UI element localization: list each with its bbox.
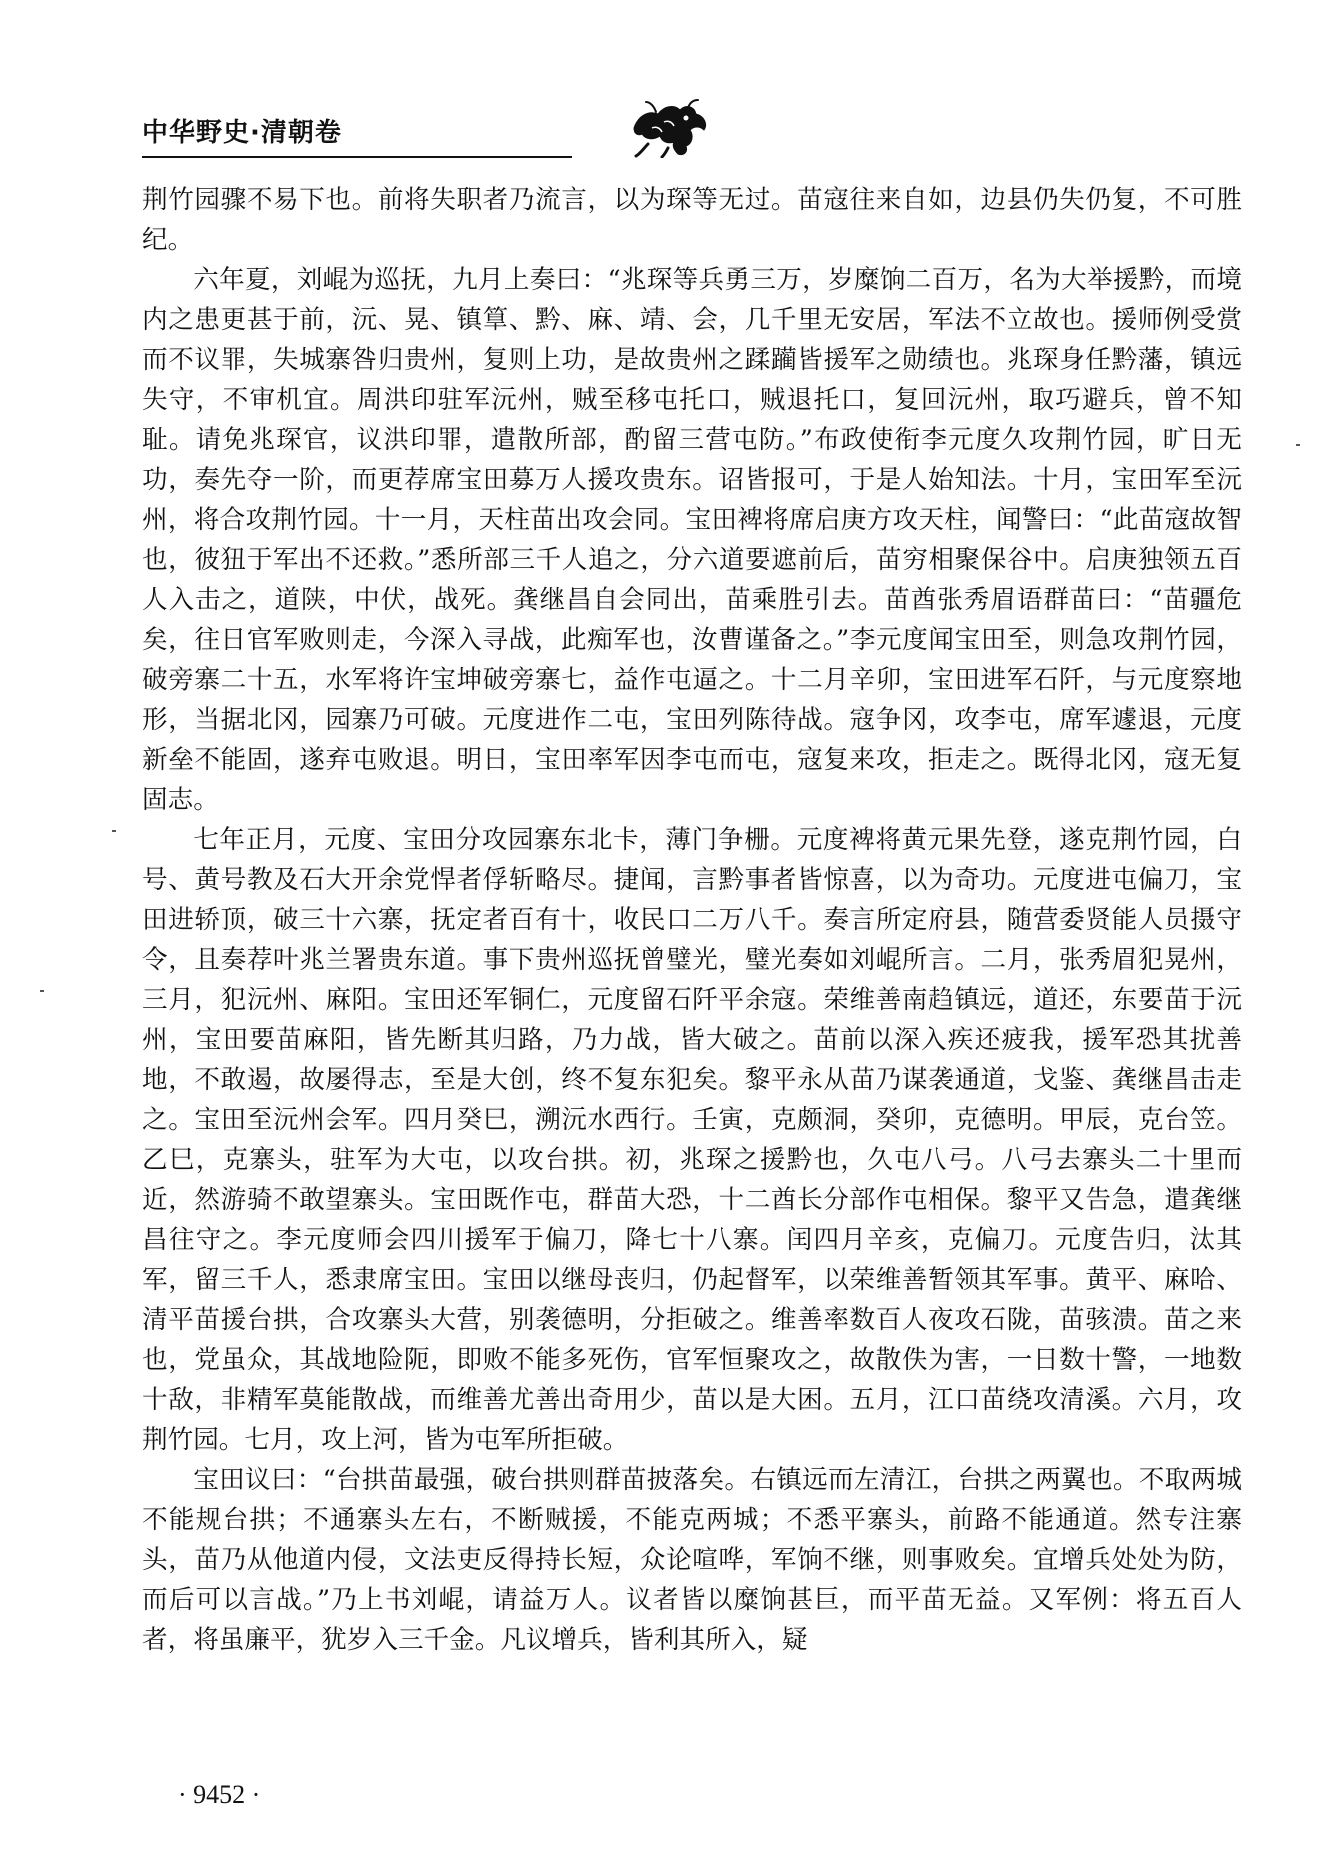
paragraph-3: 七年正月，元度、宝田分攻园寨东北卡，薄门争栅。元度裨将黄元果先登，遂克荆竹园，白号、黄号教及石大开余党悍者俘斩略尽。捷闻，言黔事者皆惊喜，以为奇功。元度进屯偏刀，宝田进轿顶，破三十六寨，抚定者百有十，收民口二万八千。奏言所定府县，随营委贤能人员摄守令，且奏荐叶兆兰署贵东道。事下贵州巡抚曾璧光，璧光奏如刘崐所言。二月，张秀眉犯晃州，三月，犯沅州、麻阳。宝田还军铜仁，元度留石阡平余寇。荣维善南趋镇远，道还，东要苗于沅州，宝田要苗麻阳，皆先断其归路，乃力战，皆大破之。苗前以深入疾还疲我，援军恐其扰善地，不敢遏，故屡得志，至是大创，终不复东犯矣。黎平永从苗乃谋袭通道，戈鉴、龚继昌击走之。宝田至沅州会军。四月癸巳，溯沅水西行。壬寅，克颇洞，癸卯，克德明。甲辰，克台笠。乙巳，克寨头，驻军为大屯，以攻台拱。初，兆琛之援黔也，久屯八弓。八弓去寨头二十里而近，然游骑不敢望寨头。宝田既作屯，群苗大恐，十二酋长分部作屯相保。黎平又告急，遣龚继昌往守之。李元度师会四川援军于偏刀，降七十八寨。闰四月辛亥，克偏刀。元度告归，汰其军，留三千人，悉隶席宝田。宝田以继母丧归，仍起督军，以荣维善暂领其军事。黄平、麻哈、清平苗援台拱，合攻寨头大营，别袭德明，分拒破之。维善率数百人夜攻石陇，苗骇溃。苗之来也，党虽众，其战地险阨，即败不能多死伤，官军恒聚攻之，故散佚为害，一日数十警，一地数十敌，非精军莫能散战，而维善尤善出奇用少，苗以是大困。五月，江口苗绕攻清溪。六月，攻荆竹园。七月，攻上河，皆为屯军所拒破。: [142, 825, 1242, 1455]
scan-speck: [112, 830, 116, 832]
page-number: · 9452 ·: [178, 1780, 261, 1809]
body-text: [142, 180, 1242, 1660]
running-header: [142, 98, 1232, 162]
book-title: 中华野史·清朝卷: [142, 118, 342, 148]
paragraph-2: 六年夏，刘崐为巡抚，九月上奏曰：“兆琛等兵勇三万，岁糜饷二百万，名为大举援黔，而境内之患更甚于前，沅、晃、镇筸、黔、麻、靖、会，几千里无安居，军法不立故也。援师例受赏而不议罪，失城寨咎归贵州，复则上功，是故贵州之蹂躏皆援军之勋绩也。兆琛身任黔藩，镇远失守，不审机宜。周洪印驻军沅州，贼至移屯托口，贼退托口，复回沅州，取巧避兵，曾不知耻。请免兆琛官，议洪印罪，遣散所部，酌留三营屯防。”布政使衔李元度久攻荆竹园，旷日无功，奏先夺一阶，而更荐席宝田募万人援攻贵东。诏皆报可，于是人始知法。十月，宝田军至沅州，将合攻荆竹园。十一月，天柱苗出攻会同。宝田裨将席启庚方攻天柱，闻警曰：“此苗寇故智也，彼狃于军出不还救。”悉所部三千人追之，分六道要遮前后，苗穷相聚保谷中。启庚独领五百人入击之，道陕，中伏，战死。龚继昌自会同出，苗乘胜引去。苗酋张秀眉语群苗曰：“苗疆危矣，往日官军败则走，今深入寻战，此痴军也，汝曹谨备之。”李元度闻宝田至，则急攻荆竹园，破旁寨二十五，水军将许宝坤破旁寨七，益作屯逼之。十二月辛卯，宝田进军石阡，与元度察地形，当据北冈，园寨乃可破。元度进作二屯，宝田列陈待战。寇争冈，攻李屯，席军遽退，元度新垒不能固，遂弃屯败退。明日，宝田率军因李屯而屯，寇复来攻，拒走之。既得北冈，寇无复固志。: [142, 265, 1242, 815]
scan-speck: [1296, 444, 1300, 446]
paragraph-1: 荆竹园骤不易下也。前将失职者乃流言，以为琛等无过。苗寇往来自如，边县仍失仍复，不可胜纪。: [142, 185, 1242, 255]
paragraph-4: 宝田议曰：“台拱苗最强，破台拱则群苗披落矣。右镇远而左清江，台拱之两翼也。不取两城不能规台拱；不通寨头左右，不断贼援，不能克两城；不悉平寨头，前路不能通道。然专注寨头，苗乃从他道内侵，文法吏反得持长短，众论喧哗，军饷不继，则事败矣。宜增兵处处为防，而后可以言战。”乃上书刘崐，请益万人。议者皆以糜饷甚巨，而平苗无益。又军例：将五百人者，将虽廉平，犹岁入三千金。凡议增兵，皆利其所入，疑: [142, 1465, 1242, 1655]
scan-speck: [40, 990, 44, 992]
dragon-icon: [628, 98, 712, 158]
header-rule: [142, 156, 572, 158]
